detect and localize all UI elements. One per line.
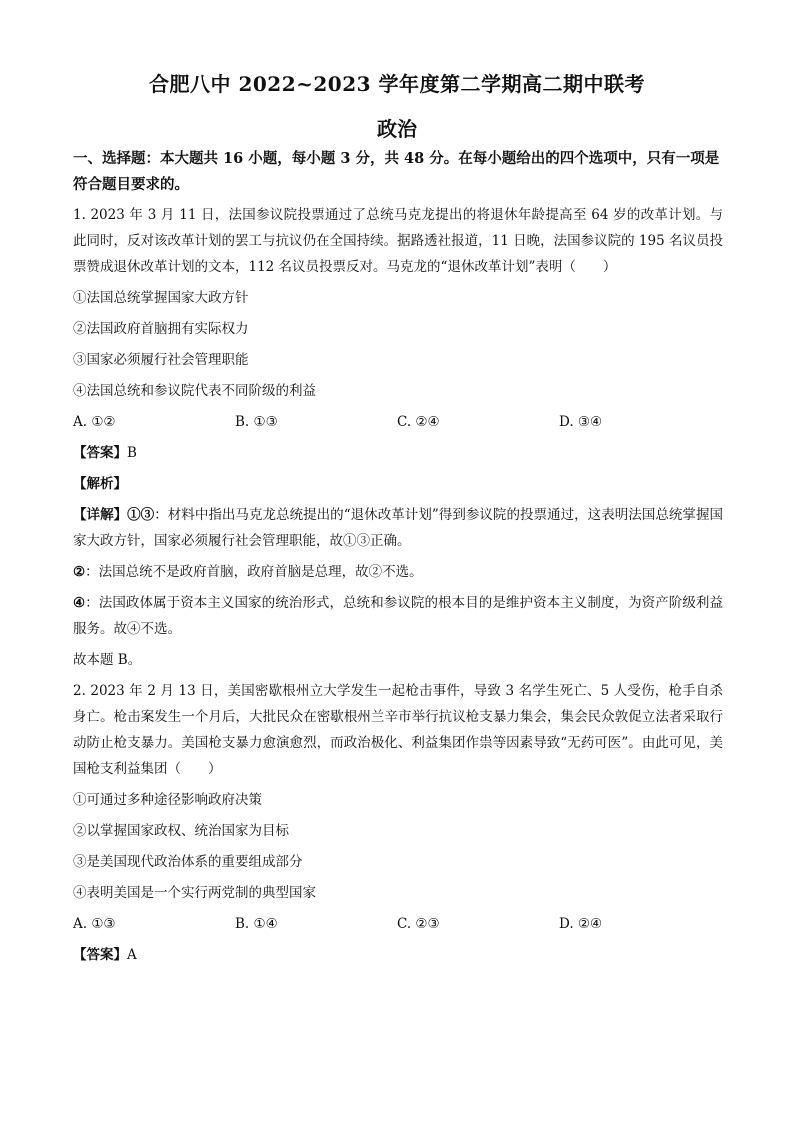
- question-1-conclusion: 故本题 B。: [73, 652, 142, 668]
- question-2-stem: 2. 2023 年 2 月 13 日，美国密歇根州立大学发生一起枪击事件，导致 3 名学生死亡、5 人受伤，枪手自杀身亡。枪击案发生一个月后，大批民众在密歇根州兰辛市举行抗议枪支暴力集会，集会民众敦促立法者采取行动防止枪支暴力。美国枪支暴力愈演愈烈，而政治极化、利益集团作祟等因素导致“无药可医”。由此可见，美国枪支利益集团（ ）: [73, 683, 723, 777]
- detail-text: ：法国政体属于资本主义国家的统治形式，总统和参议院的根本目的是维护资本主义制度，为资产阶级利益服务。故④不选。: [73, 595, 724, 637]
- question-1-detail-1: [73, 502, 723, 554]
- choice-c: C. ②④: [397, 414, 440, 430]
- question-1-detail-2: [73, 559, 723, 585]
- question-2-choices: [73, 911, 723, 937]
- choice-a: A. ①②: [73, 414, 116, 430]
- detail-key: ④: [73, 595, 86, 611]
- question-2-option: ④表明美国是一个实行两党制的典型国家: [73, 885, 316, 901]
- choice-d: D. ②④: [559, 916, 603, 932]
- detail-label: 【详解】: [73, 507, 128, 523]
- question-1-detail-3: [73, 590, 723, 642]
- answer-value: B: [127, 445, 137, 461]
- question-1-answer: [73, 440, 723, 466]
- detail-text: ：法国总统不是政府首脑，政府首脑是总理，故②不选。: [85, 564, 423, 580]
- choice-b: B. ①③: [235, 414, 278, 430]
- choice-d: D. ③④: [559, 414, 603, 430]
- question-2-option: ②以掌握国家政权、统治国家为目标: [73, 823, 289, 839]
- detail-key: ①③: [127, 507, 155, 523]
- question-1-analysis: [73, 471, 723, 497]
- question-1-option: ③国家必须履行社会管理职能: [73, 352, 249, 368]
- choice-b: B. ①④: [235, 916, 278, 932]
- answer-label: 【答案】: [73, 445, 127, 461]
- question-2-option: ③是美国现代政治体系的重要组成部分: [73, 854, 303, 870]
- detail-key: ②: [73, 564, 86, 580]
- detail-text: ：材料中指出马克龙总统提出的“退休改革计划”得到参议院的投票通过，这表明法国总统掌握国家大政方针，国家必须履行社会管理职能，故①③正确。: [73, 507, 723, 549]
- question-2-answer: [73, 942, 723, 968]
- question-1-option: ②法国政府首脑拥有实际权力: [73, 321, 249, 337]
- exam-content: [73, 146, 723, 973]
- choice-a: A. ①③: [73, 916, 116, 932]
- answer-value: A: [127, 947, 137, 963]
- exam-title: 合肥八中 2022~2023 学年度第二学期高二期中联考: [148, 72, 645, 96]
- question-2-option: ①可通过多种途径影响政府决策: [73, 792, 262, 808]
- section-heading: 一、选择题：本大题共 16 小题，每小题 3 分，共 48 分。在每小题给出的四个选项中，只有一项是符合题目要求的。: [73, 150, 720, 193]
- question-1-option: ④法国总统和参议院代表不同阶级的利益: [73, 383, 316, 399]
- question-1-choices: [73, 409, 723, 435]
- subject-title: 政治: [377, 117, 417, 141]
- question-1-stem: 1. 2023 年 3 月 11 日，法国参议院投票通过了总统马克龙提出的将退休年龄提高至 64 岁的改革计划。与此同时，反对该改革计划的罢工与抗议仍在全国持续。据路透社报道，11 日晚，法国参议院的 195 名议员投票赞成退休改革计划的文本，112 名议员投票反对。马克龙的“退休改革计划”表明（ ）: [73, 207, 723, 275]
- answer-label: 【答案】: [73, 947, 127, 963]
- choice-c: C. ②③: [397, 916, 440, 932]
- analysis-label: 【解析】: [73, 476, 127, 492]
- question-1-option: ①法国总统掌握国家大政方针: [73, 290, 249, 306]
